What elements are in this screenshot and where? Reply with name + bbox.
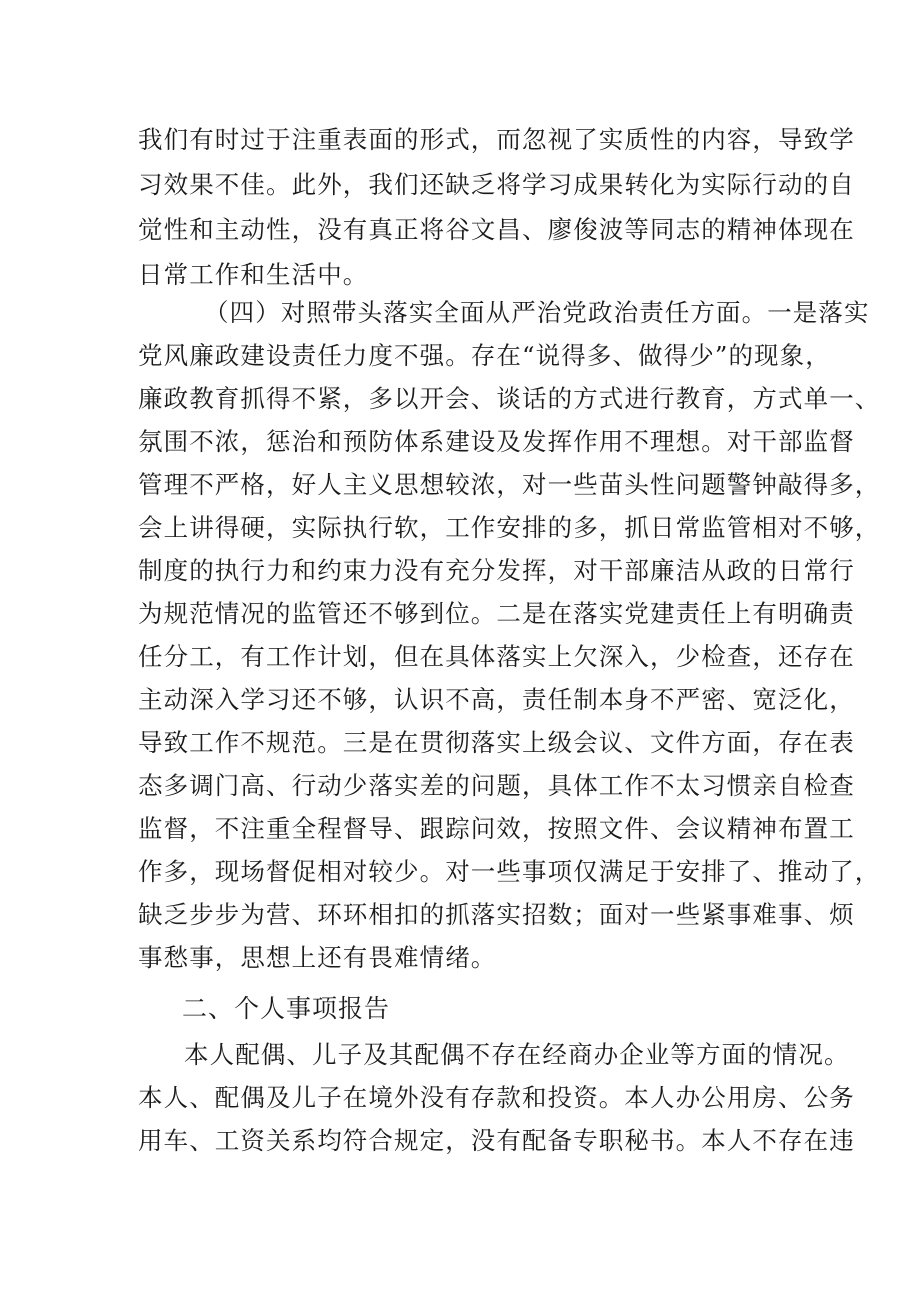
text-line: 为规范情况的监管还不够到位。二是在落实党建责任上有明确责 xyxy=(138,599,855,628)
text-line: 用车、工资关系均符合规定，没有配备专职秘书。本人不存在违 xyxy=(138,1126,855,1155)
text-line: 主动深入学习还不够，认识不高，责任制本身不严密、宽泛化， xyxy=(138,685,855,714)
text-line: 事愁事，思想上还有畏难情绪。 xyxy=(138,943,497,972)
text-line: 党风廉政建设责任力度不强。存在“说得多、做得少”的现象， xyxy=(138,341,831,370)
text-line: 本人、配偶及儿子在境外没有存款和投资。本人办公用房、公务 xyxy=(138,1083,855,1112)
text-line: 态多调门高、行动少落实差的问题，具体工作不太习惯亲自检查 xyxy=(138,771,855,800)
text-line: 习效果不佳。此外，我们还缺乏将学习成果转化为实际行动的自 xyxy=(138,170,855,199)
text-line: 制度的执行力和约束力没有充分发挥，对干部廉洁从政的日常行 xyxy=(138,556,855,585)
text-line: 廉政教育抓得不紧，多以开会、谈话的方式进行教育，方式单一、 xyxy=(138,384,881,413)
text-line: 作多，现场督促相对较少。对一些事项仅满足于安排了、推动了， xyxy=(138,857,881,886)
text-line: 我们有时过于注重表面的形式，而忽视了实质性的内容，导致学 xyxy=(138,125,855,154)
text-line: 会上讲得硬，实际执行软，工作安排的多，抓日常监管相对不够， xyxy=(138,513,881,542)
text-line: 导致工作不规范。三是在贯彻落实上级会议、文件方面，存在表 xyxy=(138,728,855,757)
section-heading: 二、个人事项报告 xyxy=(182,994,391,1023)
text-line: 缺乏步步为营、环环相扣的抓落实招数；面对一些紧事难事、烦 xyxy=(138,900,855,929)
text-line: 氛围不浓，惩治和预防体系建设及发挥作用不理想。对干部监督 xyxy=(138,427,855,456)
text-line: （四）对照带头落实全面从严治党政治责任方面。一是落实 xyxy=(204,298,870,327)
text-line: 任分工，有工作计划，但在具体落实上欠深入，少检查，还存在 xyxy=(138,642,855,671)
text-line: 监督，不注重全程督导、跟踪问效，按照文件、会议精神布置工 xyxy=(138,814,855,843)
text-line: 本人配偶、儿子及其配偶不存在经商办企业等方面的情况。 xyxy=(184,1040,850,1069)
text-line: 觉性和主动性，没有真正将谷文昌、廖俊波等同志的精神体现在 xyxy=(138,215,855,244)
text-line: 管理不严格，好人主义思想较浓，对一些苗头性问题警钟敲得多， xyxy=(138,470,881,499)
text-line: 日常工作和生活中。 xyxy=(138,260,369,289)
